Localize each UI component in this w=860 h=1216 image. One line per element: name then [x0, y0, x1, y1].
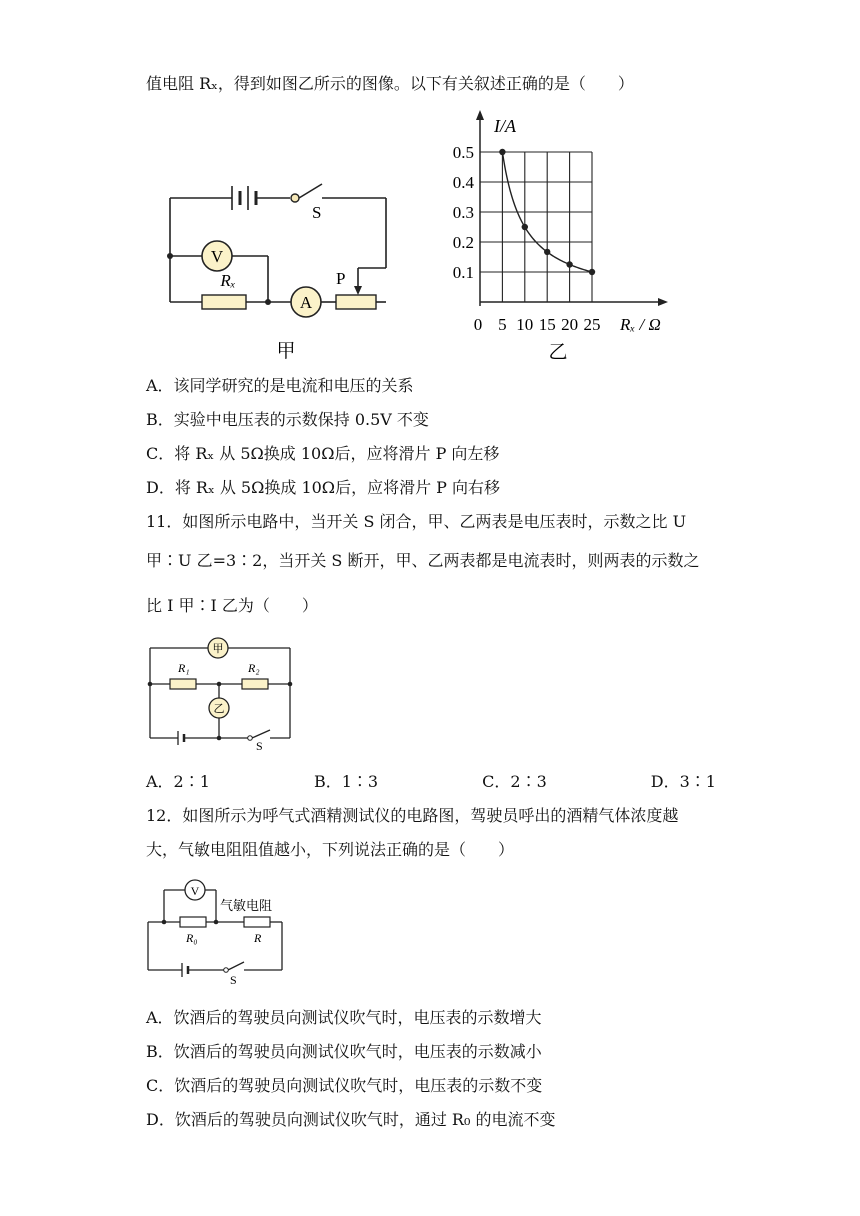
meter-jia-label: 甲 [212, 643, 224, 655]
x-tick-label: 20 [561, 315, 579, 334]
q10-graph-figure [440, 108, 680, 370]
q12-stem-line2: 大，气敏电阻阻值越小，下列说法正确的是（ ） [146, 840, 515, 859]
junction-dot [217, 682, 222, 687]
ammeter-label: A [299, 293, 313, 312]
x-tick-label: 25 [583, 315, 601, 334]
q11-circuit-figure [144, 632, 300, 752]
q11-stem-line3: 比 I 甲∶I 乙为（ ） [146, 596, 318, 615]
data-point [589, 269, 595, 275]
sensor-label: 气敏电阻 [220, 898, 273, 913]
q10-option-c: C．将 Rₓ 从 5Ω换成 10Ω后，应将滑片 P 向左移 [146, 444, 500, 463]
r-label: R [254, 931, 262, 945]
x-tick-label: 5 [498, 315, 507, 334]
junction-dot [288, 682, 293, 687]
x-tick-label: 10 [516, 315, 534, 334]
rheostat-icon [336, 295, 376, 309]
x-tick-label: 15 [538, 315, 556, 334]
junction-dot [214, 920, 219, 925]
junction-dot [265, 299, 271, 305]
q12-option-b: B．饮酒后的驾驶员向测试仪吹气时，电压表的示数减小 [146, 1042, 542, 1061]
switch-label: S [256, 739, 263, 752]
q10-option-d: D．将 Rₓ 从 5Ω换成 10Ω后，应将滑片 P 向右移 [146, 478, 501, 497]
voltmeter-label: V [190, 884, 200, 898]
switch-label: S [312, 203, 322, 222]
rx-label: Rₓ [220, 271, 236, 290]
meter-yi-label: 乙 [213, 703, 225, 715]
x-tick-label: 0 [473, 315, 483, 334]
junction-dot [167, 253, 173, 259]
data-point [544, 249, 550, 255]
r1-label: R₁ [178, 661, 190, 675]
q12-option-d: D．饮酒后的驾驶员向测试仪吹气时，通过 R₀ 的电流不变 [146, 1110, 556, 1129]
data-point [522, 224, 528, 230]
r1-resistor-icon [170, 679, 196, 689]
gas-sensor-resistor-icon [244, 917, 270, 927]
q11-options [146, 772, 716, 792]
y-tick-label: 0.2 [452, 233, 474, 252]
q11-stem-line1: 11．如图所示电路中，当开关 S 闭合，甲、乙两表是电压表时，示数之比 U [146, 512, 687, 531]
y-axis-label: I/A [494, 116, 516, 136]
chart-grid [480, 152, 592, 302]
data-point [499, 149, 505, 155]
y-tick-label: 0.3 [452, 203, 474, 222]
voltmeter-label: V [210, 247, 224, 266]
q12-option-c: C．饮酒后的驾驶员向测试仪吹气时，电压表的示数不变 [146, 1076, 543, 1095]
switch-contact-icon [224, 968, 229, 973]
fig-yi-caption: 乙 [548, 342, 568, 363]
r2-resistor-icon [242, 679, 268, 689]
y-tick-label: 0.4 [452, 173, 474, 192]
r0-label: R₀ [186, 931, 198, 945]
switch-contact-icon [248, 736, 253, 741]
fig-jia-caption: 甲 [276, 341, 296, 362]
junction-dot [217, 736, 222, 741]
slider-label: P [336, 269, 346, 288]
x-axis-arrow-icon [658, 298, 668, 306]
q11-stem-line2: 甲∶U 乙=3∶2，当开关 S 断开，甲、乙两表都是电流表时，则两表的示数之 [146, 551, 700, 570]
rx-resistor-icon [202, 295, 246, 309]
q10-circuit-figure [160, 176, 400, 366]
switch-contact-icon [291, 194, 299, 202]
q10-option-b: B．实验中电压表的示数保持 0.5V 不变 [146, 410, 429, 429]
q12-stem-line1: 12．如图所示为呼气式酒精测试仪的电路图，驾驶员呼出的酒精气体浓度越 [146, 806, 679, 825]
q11-option-c: C．2∶3 [482, 772, 547, 791]
data-point [566, 261, 572, 267]
q11-option-b: B．1∶3 [313, 772, 379, 791]
q10-option-a: A．该同学研究的是电流和电压的关系 [146, 376, 414, 395]
q12-circuit-figure [144, 874, 294, 986]
q12-option-a: A．饮酒后的驾驶员向测试仪吹气时，电压表的示数增大 [146, 1008, 542, 1027]
y-tick-label: 0.5 [452, 143, 474, 162]
slider-arrow-icon [354, 286, 362, 295]
r0-resistor-icon [180, 917, 206, 927]
switch-label: S [230, 973, 237, 986]
junction-dot [162, 920, 167, 925]
q10-stem: 值电阻 Rₓ，得到如图乙所示的图像。以下有关叙述正确的是（ ） [146, 74, 634, 93]
q11-option-a: A．2∶1 [146, 772, 210, 791]
r2-label: R₂ [248, 661, 260, 675]
q11-option-d: D．3∶1 [650, 772, 716, 791]
y-tick-label: 0.1 [452, 263, 474, 282]
y-axis-arrow-icon [476, 110, 484, 120]
junction-dot [148, 682, 153, 687]
x-axis-label: Rₓ / Ω [620, 315, 661, 334]
